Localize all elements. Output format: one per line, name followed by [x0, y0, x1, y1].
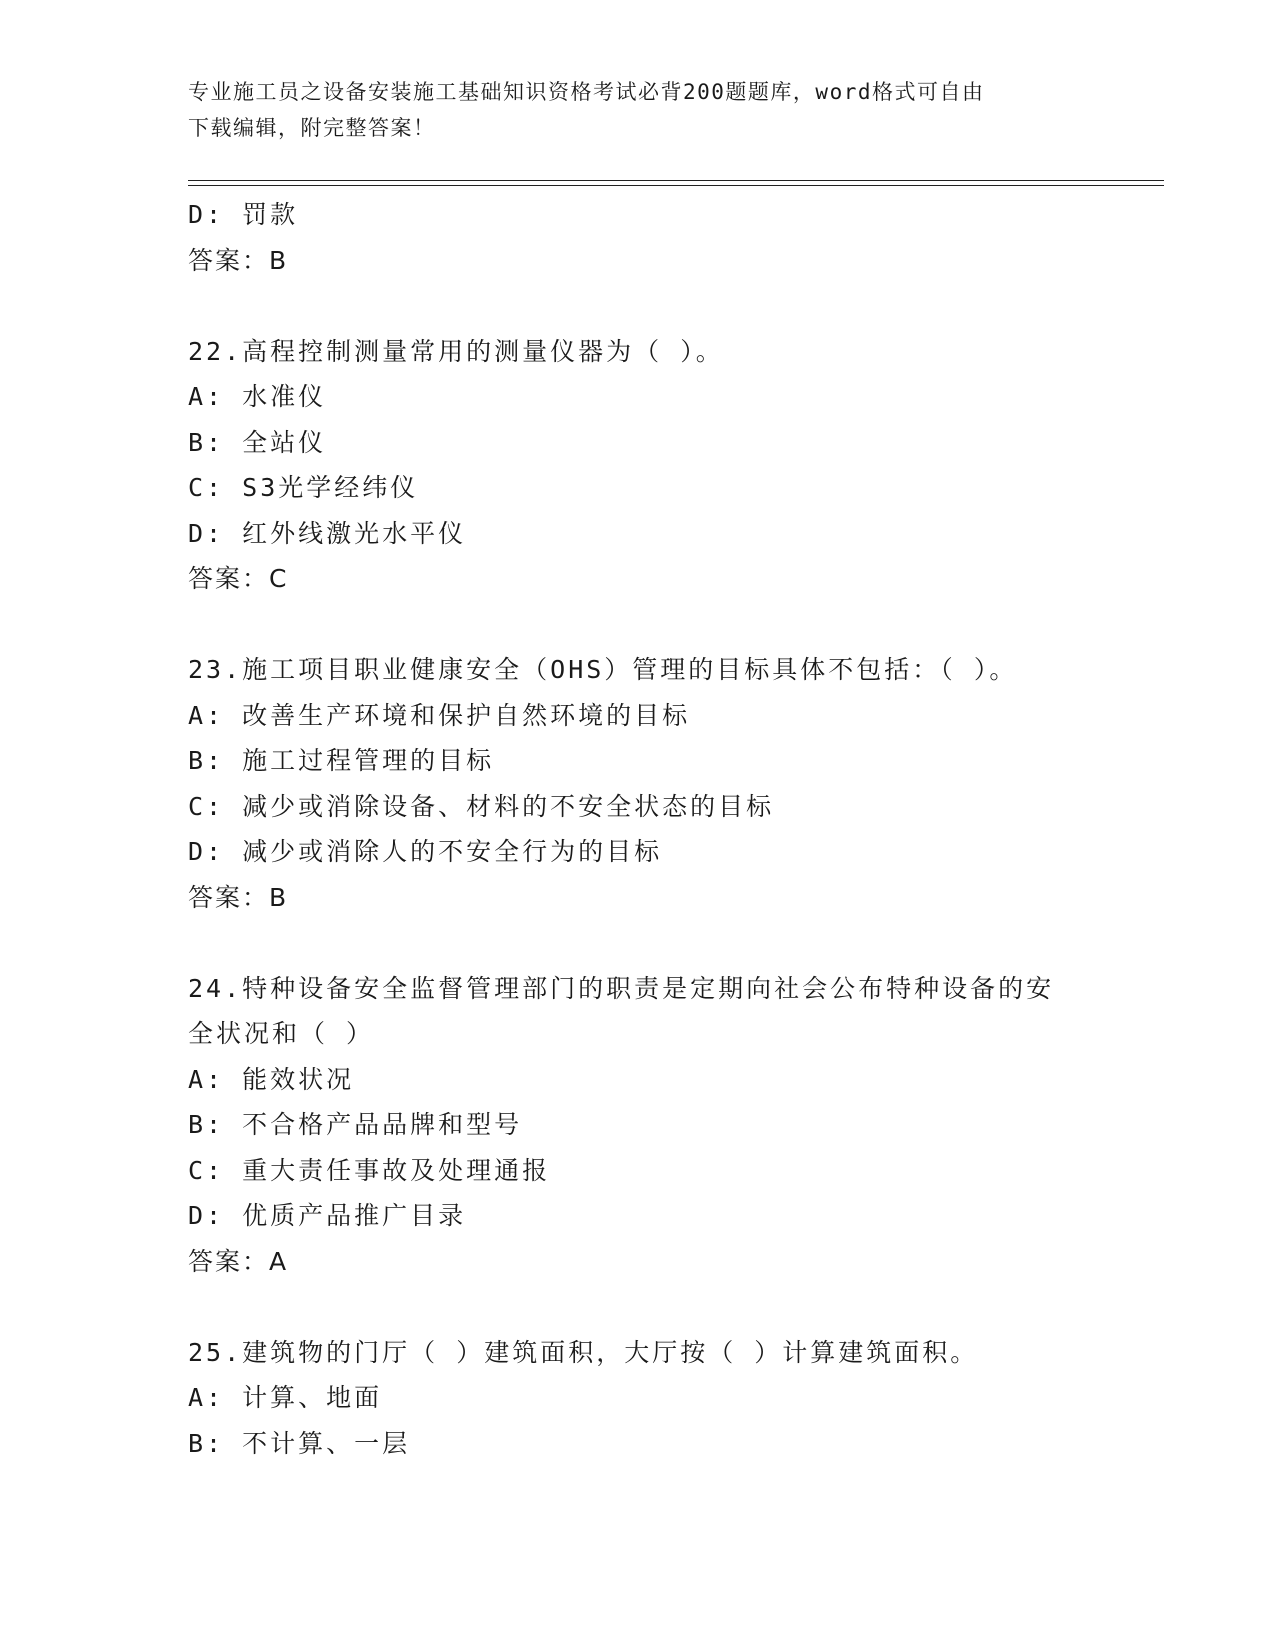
option-d: D: 优质产品推广目录 — [188, 1201, 467, 1230]
option-c: C: 重大责任事故及处理通报 — [188, 1155, 551, 1185]
spacer — [188, 602, 1088, 648]
question-25 — [188, 1330, 1088, 1467]
header-divider-bottom — [188, 185, 1164, 186]
question-21-tail — [188, 192, 1088, 283]
spacer — [188, 1284, 1088, 1330]
question-stem: 22.高程控制测量常用的测量仪器为（ ）。 — [188, 336, 724, 366]
option-a: A: 计算、地面 — [188, 1383, 383, 1412]
answer-line: 答案：C — [188, 564, 289, 593]
question-stem-line2: 全状况和（ ） — [188, 1019, 375, 1048]
question-22 — [188, 329, 1088, 602]
question-23 — [188, 647, 1088, 920]
header-divider-top — [188, 180, 1164, 181]
option-d: D: 减少或消除人的不安全行为的目标 — [188, 837, 663, 866]
answer-line: 答案：A — [188, 1246, 289, 1276]
document-header — [188, 74, 1078, 146]
header-title-line2: 下载编辑，附完整答案！ — [188, 116, 436, 140]
option-b: B: 施工过程管理的目标 — [188, 746, 495, 775]
spacer — [188, 283, 1088, 329]
option-d: D: 红外线激光水平仪 — [188, 518, 467, 548]
question-stem: 23.施工项目职业健康安全（OHS）管理的目标具体不包括：（ ）。 — [188, 655, 1018, 684]
question-list — [188, 192, 1088, 1466]
answer-line: 答案：B — [188, 882, 289, 912]
option-d: D: 罚款 — [188, 200, 299, 229]
answer-line: 答案：B — [188, 245, 289, 275]
option-b: B: 不合格产品品牌和型号 — [188, 1110, 523, 1139]
option-a: A: 能效状况 — [188, 1064, 355, 1094]
option-b: B: 全站仪 — [188, 427, 327, 457]
option-c: C: 减少或消除设备、材料的不安全状态的目标 — [188, 791, 775, 821]
header-title-line1: 专业施工员之设备安装施工基础知识资格考试必背200题题库，word格式可自由 — [188, 80, 985, 104]
option-c: C: S3光学经纬仪 — [188, 473, 419, 502]
question-stem-line1: 24.特种设备安全监督管理部门的职责是定期向社会公布特种设备的安 — [188, 973, 1055, 1003]
spacer — [188, 920, 1088, 966]
option-a: A: 改善生产环境和保护自然环境的目标 — [188, 700, 691, 730]
question-stem: 25.建筑物的门厅（ ）建筑面积，大厅按（ ）计算建筑面积。 — [188, 1337, 979, 1367]
question-24 — [188, 966, 1088, 1285]
option-b: B: 不计算、一层 — [188, 1428, 411, 1458]
option-a: A: 水准仪 — [188, 382, 327, 411]
